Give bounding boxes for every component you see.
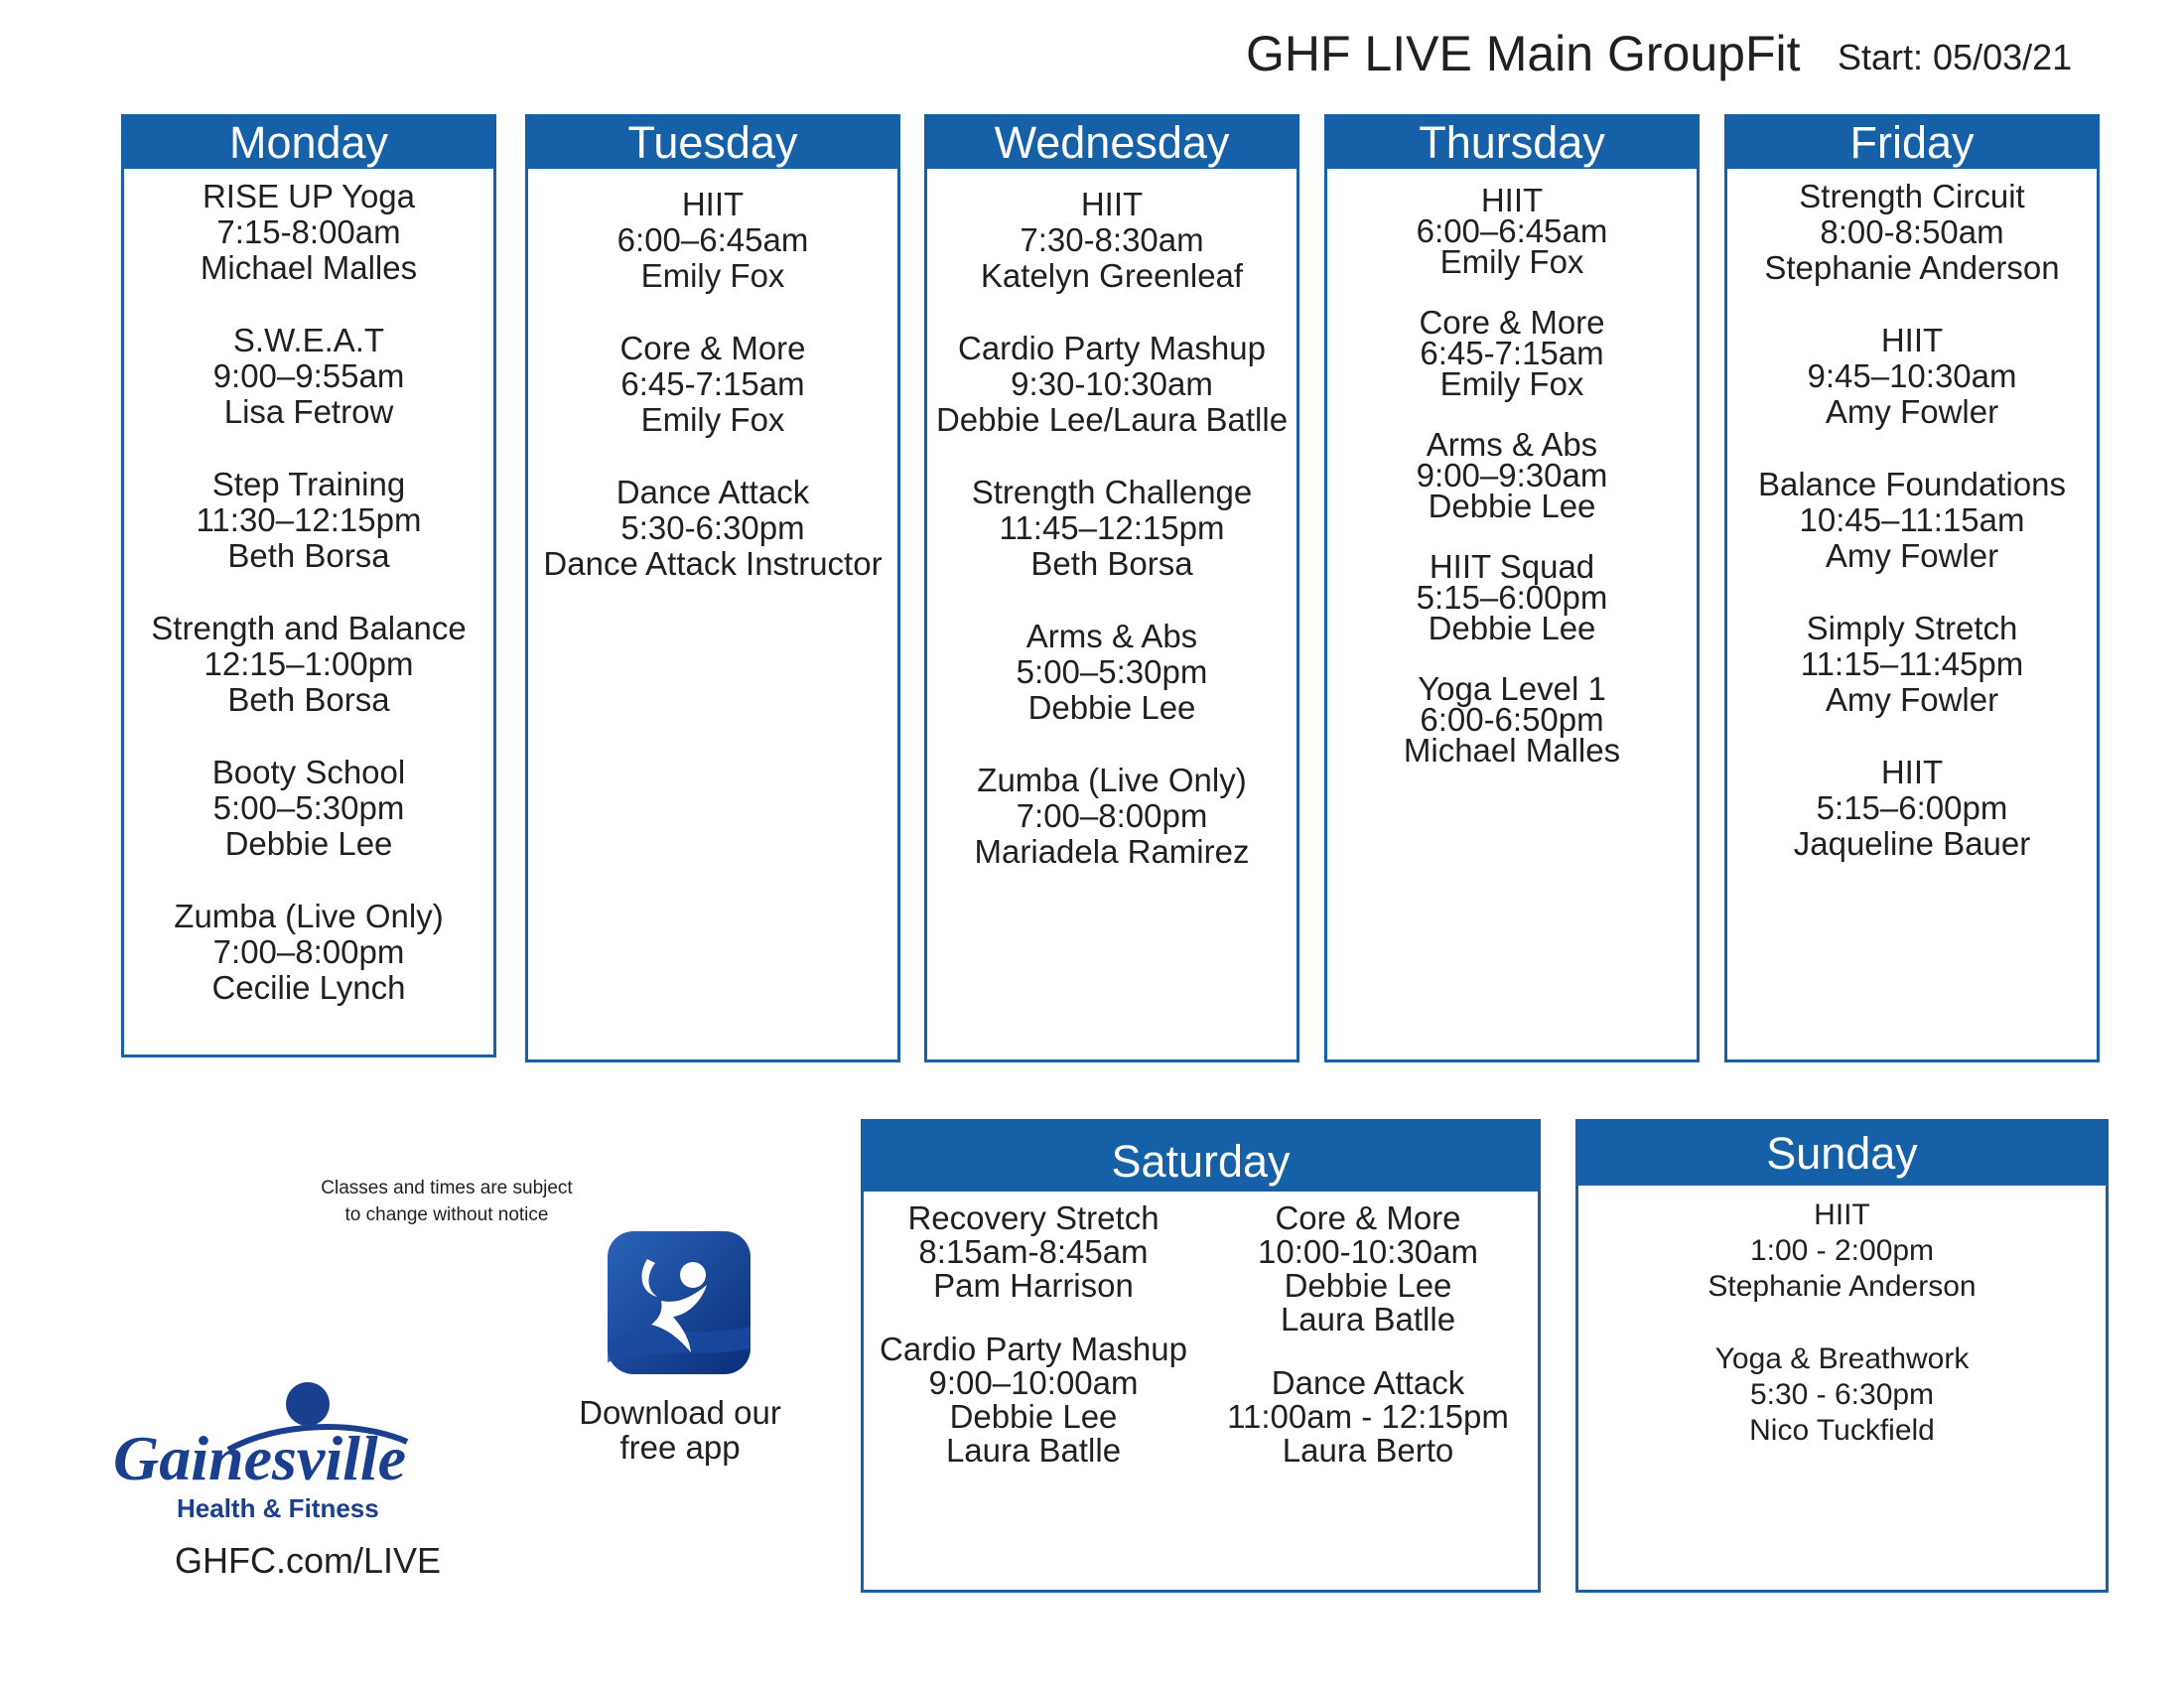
- logo-wordmark: Gainesville: [113, 1423, 407, 1493]
- class-time: 8:00-8:50am: [1820, 213, 2004, 250]
- day-card-tuesday: [525, 114, 900, 1062]
- class-instructor: Katelyn Greenleaf: [980, 257, 1244, 294]
- class-name: Arms & Abs: [1025, 618, 1198, 654]
- logo-subtitle: Health & Fitness: [177, 1493, 379, 1523]
- class-time: 11:15–11:45pm: [1800, 645, 2024, 682]
- class-entry: [1204, 1366, 1532, 1468]
- class-instructor: Emily Fox: [640, 257, 785, 294]
- class-instructor: Lisa Fetrow: [223, 393, 394, 430]
- class-time: 5:15–6:00pm: [1416, 579, 1608, 616]
- class-instructor: Amy Fowler: [1825, 393, 1999, 430]
- class-entry: [1727, 179, 2097, 286]
- app-icon[interactable]: [608, 1231, 751, 1374]
- class-instructor: Nico Tuckfield: [1749, 1414, 1935, 1447]
- class-instructor: Debbie Lee: [1428, 610, 1596, 646]
- class-entry: [870, 1333, 1197, 1468]
- website-link[interactable]: GHFC.com/LIVE: [174, 1540, 442, 1581]
- download-app-label: [556, 1395, 804, 1465]
- class-entry: [124, 755, 493, 862]
- class-entry: [1727, 323, 2097, 430]
- class-time: 9:30-10:30am: [1011, 365, 1213, 402]
- notice-line-2: to change without notice: [344, 1204, 549, 1225]
- class-time: 5:30 - 6:30pm: [1749, 1378, 1935, 1411]
- class-time: 5:30-6:30pm: [620, 509, 805, 546]
- class-time: 12:15–1:00pm: [204, 645, 414, 682]
- class-entry: [124, 467, 493, 574]
- day-card-thursday: [1324, 114, 1700, 1062]
- class-entry: [528, 331, 897, 438]
- class-instructor: Beth Borsa: [1030, 545, 1193, 582]
- class-entry: [1327, 548, 1697, 646]
- class-time: 5:00–5:30pm: [1016, 653, 1208, 690]
- class-entry: [124, 179, 493, 286]
- class-entry: [1578, 1197, 2106, 1305]
- day-card-monday: [121, 114, 496, 1057]
- class-entry: [1327, 670, 1697, 769]
- class-time: 11:30–12:15pm: [196, 501, 422, 538]
- class-name: Yoga & Breathwork: [1714, 1342, 1970, 1375]
- class-time: 7:00–8:00pm: [212, 933, 405, 970]
- class-entry: [1727, 755, 2097, 862]
- class-name: HIIT: [1080, 186, 1144, 222]
- class-name: HIIT: [1814, 1198, 1870, 1231]
- class-time: 9:00–9:30am: [1416, 457, 1608, 493]
- day-heading: Sunday: [1578, 1122, 2106, 1186]
- class-name: Booty School: [211, 754, 406, 790]
- gainesville-logo: [109, 1380, 486, 1529]
- class-name: Strength Challenge: [971, 474, 1253, 510]
- class-instructor: Michael Malles: [200, 249, 418, 286]
- class-name: Core & More: [619, 330, 806, 366]
- class-instructor: Beth Borsa: [227, 681, 390, 718]
- class-instructor: Laura Berto: [1282, 1432, 1454, 1469]
- class-instructor: Debbie Lee/Laura Batlle: [935, 401, 1289, 438]
- class-entry: [927, 187, 1297, 294]
- app-label-line-1: Download our: [579, 1394, 781, 1431]
- class-time: 5:00–5:30pm: [212, 789, 405, 826]
- class-instructor: Mariadela Ramirez: [974, 833, 1250, 870]
- class-name: HIIT: [1880, 322, 1944, 358]
- class-entry: [1727, 611, 2097, 718]
- class-instructor: Amy Fowler: [1825, 537, 1999, 574]
- class-instructor: Debbie Lee: [224, 825, 393, 862]
- class-time: 7:00–8:00pm: [1016, 797, 1208, 834]
- class-name: Strength and Balance: [151, 610, 467, 646]
- class-name: Cardio Party Mashup: [880, 1331, 1187, 1367]
- notice-line-1: Classes and times are subject: [321, 1178, 573, 1198]
- class-time: 6:45-7:15am: [1420, 335, 1604, 371]
- class-time: 9:00–9:55am: [212, 357, 405, 394]
- class-time: 6:00-6:50pm: [1420, 701, 1604, 738]
- class-instructor-2: Laura Batlle: [945, 1432, 1122, 1469]
- class-entry: [124, 899, 493, 1006]
- day-heading: Wednesday: [927, 117, 1297, 169]
- class-time: 10:45–11:15am: [1799, 501, 2025, 538]
- saturday-column-right: [1204, 1201, 1532, 1497]
- class-name: Strength Circuit: [1799, 178, 2025, 214]
- app-label-line-2: free app: [619, 1429, 741, 1466]
- class-name: Simply Stretch: [1806, 610, 2018, 646]
- class-instructor: Amy Fowler: [1825, 681, 1999, 718]
- class-instructor: Jaqueline Bauer: [1793, 825, 2031, 862]
- class-entry: [927, 619, 1297, 726]
- class-name: Dance Attack: [615, 474, 810, 510]
- class-entry: [1204, 1201, 1532, 1336]
- class-instructor: Dance Attack Instructor: [543, 545, 883, 582]
- class-instructor: Beth Borsa: [227, 537, 390, 574]
- schedule-notice: [288, 1175, 606, 1228]
- class-entry: [1327, 304, 1697, 402]
- day-heading: Monday: [124, 117, 493, 169]
- class-name: Step Training: [211, 466, 406, 502]
- class-time: 11:00am - 12:15pm: [1227, 1398, 1509, 1435]
- day-card-sunday: [1575, 1119, 2109, 1593]
- class-name: HIIT: [681, 186, 745, 222]
- class-name: Dance Attack: [1271, 1364, 1465, 1401]
- class-name: Balance Foundations: [1757, 466, 2067, 502]
- day-card-saturday: [861, 1119, 1541, 1593]
- app-logo-icon: [608, 1231, 751, 1374]
- class-entry: [870, 1201, 1197, 1303]
- day-heading: Friday: [1727, 117, 2097, 169]
- class-instructor: Debbie Lee: [1428, 488, 1596, 524]
- class-instructor: Emily Fox: [1439, 365, 1584, 402]
- class-instructor: Michael Malles: [1403, 732, 1621, 769]
- day-heading: Saturday: [864, 1122, 1538, 1192]
- class-name: Recovery Stretch: [907, 1199, 1160, 1236]
- class-time: 8:15am-8:45am: [918, 1233, 1149, 1270]
- start-date: Start: 05/03/21: [1838, 37, 2073, 77]
- class-name: Cardio Party Mashup: [958, 330, 1266, 366]
- saturday-column-left: [870, 1201, 1197, 1497]
- day-heading: Tuesday: [528, 117, 897, 169]
- class-entry: [124, 611, 493, 718]
- class-entry: [1327, 182, 1697, 280]
- class-entry: [927, 475, 1297, 582]
- class-name: Yoga Level 1: [1418, 670, 1606, 707]
- class-name: Core & More: [1419, 304, 1605, 341]
- class-instructor: Emily Fox: [1439, 243, 1584, 280]
- class-name: Zumba (Live Only): [174, 898, 444, 934]
- class-time: 10:00-10:30am: [1258, 1233, 1478, 1270]
- class-name: HIIT Squad: [1429, 548, 1595, 585]
- class-time: 6:00–6:45am: [616, 221, 809, 258]
- class-instructor: Debbie Lee: [1284, 1267, 1452, 1304]
- class-instructor-2: Laura Batlle: [1280, 1301, 1456, 1337]
- class-time: 11:45–12:15pm: [999, 509, 1225, 546]
- class-entry: [124, 323, 493, 430]
- class-time: 9:45–10:30am: [1807, 357, 2017, 394]
- class-time: 1:00 - 2:00pm: [1749, 1234, 1935, 1267]
- class-entry: [927, 331, 1297, 438]
- class-entry: [1727, 467, 2097, 574]
- page-title: GHF LIVE Main GroupFit: [1246, 26, 1801, 81]
- day-card-friday: [1724, 114, 2100, 1062]
- class-name: Arms & Abs: [1426, 426, 1598, 463]
- class-time: 7:15-8:00am: [216, 213, 401, 250]
- gainesville-logo-mark: [109, 1380, 486, 1529]
- class-name: S.W.E.A.T: [232, 322, 385, 358]
- class-name: Zumba (Live Only): [977, 762, 1247, 798]
- class-instructor: Stephanie Anderson: [1764, 249, 2060, 286]
- class-name: HIIT: [1880, 754, 1944, 790]
- class-entry: [1578, 1341, 2106, 1449]
- class-instructor: Cecilie Lynch: [211, 969, 406, 1006]
- class-time: 5:15–6:00pm: [1816, 789, 2008, 826]
- class-time: 6:45-7:15am: [620, 365, 805, 402]
- day-card-wednesday: [924, 114, 1299, 1062]
- class-name: Core & More: [1275, 1199, 1461, 1236]
- day-heading: Thursday: [1327, 117, 1697, 169]
- class-instructor: Debbie Lee: [949, 1398, 1118, 1435]
- class-entry: [528, 475, 897, 582]
- class-name: HIIT: [1480, 182, 1544, 218]
- class-instructor: Emily Fox: [640, 401, 785, 438]
- class-time: 7:30-8:30am: [1020, 221, 1204, 258]
- class-instructor: Pam Harrison: [933, 1267, 1134, 1304]
- class-entry: [927, 763, 1297, 870]
- class-entry: [528, 187, 897, 294]
- class-time: 6:00–6:45am: [1416, 212, 1608, 249]
- class-entry: [1327, 426, 1697, 524]
- class-instructor: Stephanie Anderson: [1707, 1270, 1977, 1303]
- class-name: RISE UP Yoga: [202, 178, 416, 214]
- class-instructor: Debbie Lee: [1027, 689, 1196, 726]
- class-time: 9:00–10:00am: [928, 1364, 1139, 1401]
